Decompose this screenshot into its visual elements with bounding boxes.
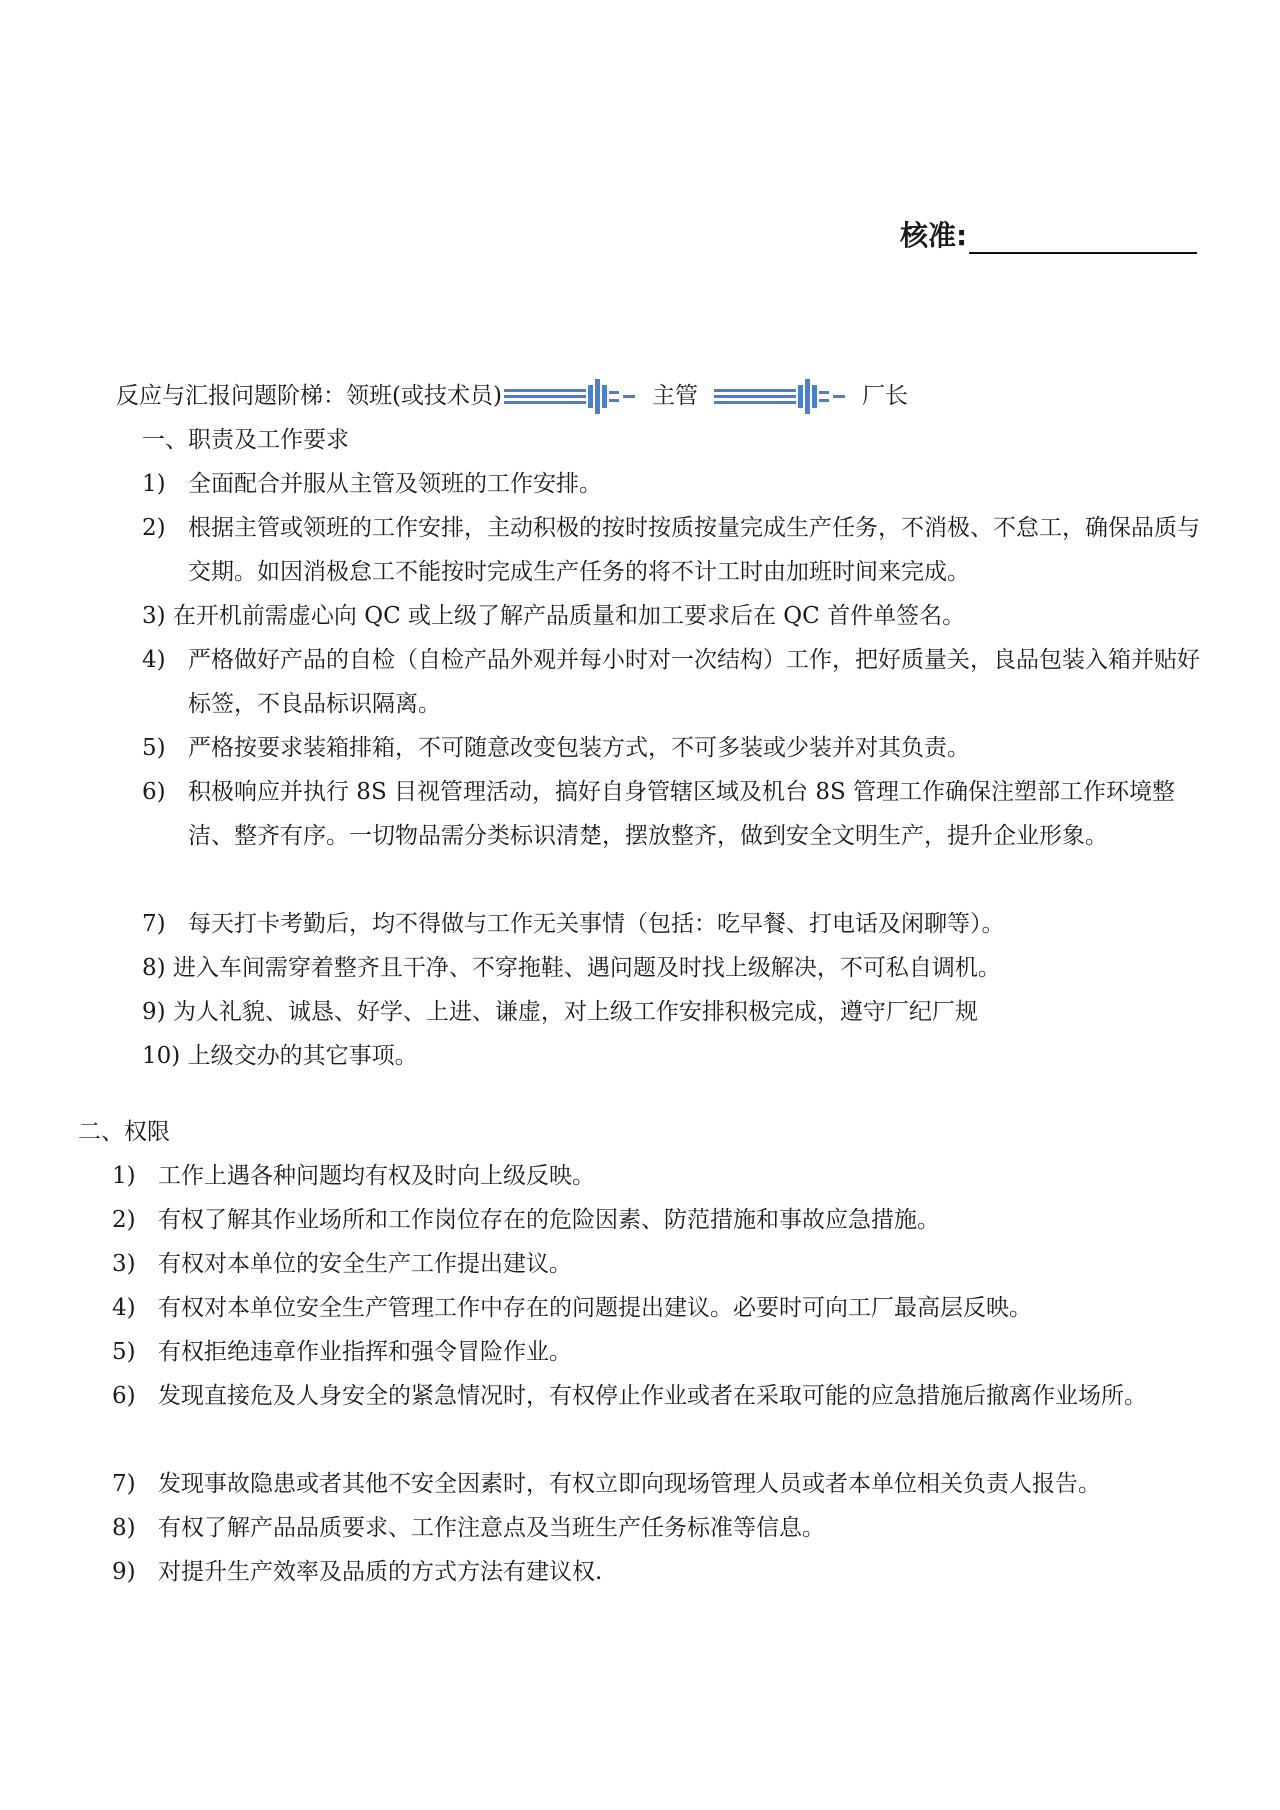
section-title: 二、权限: [78, 1119, 170, 1145]
escalation-level-3: 厂长: [861, 383, 908, 409]
list-item: 1) 工作上遇各种问题均有权及时向上级反映。: [112, 1163, 595, 1189]
escalation-prefix: 反应与汇报问题阶梯：领班(或技术员): [116, 383, 502, 409]
list-item: 1) 全面配合并服从主管及领班的工作安排。: [142, 471, 602, 497]
list-item: 7) 每天打卡考勤后，均不得做与工作无关事情（包括：吃早餐、打电话及闲聊等）。: [142, 911, 1005, 937]
list-item: 3) 在开机前需虚心向 QC 或上级了解产品质量和加工要求后在 QC 首件单签名。: [142, 603, 966, 629]
list-item: 5) 严格按要求装箱排箱，不可随意改变包装方式，不可多装或少装并对其负责。: [142, 735, 970, 761]
list-item: 10) 上级交办的其它事项。: [142, 1043, 418, 1069]
list-item: 4) 有权对本单位安全生产管理工作中存在的问题提出建议。必要时可向工厂最高层反映。: [112, 1295, 1032, 1321]
approval-field: [900, 218, 1197, 254]
list-item: 9) 对提升生产效率及品质的方式方法有建议权.: [112, 1559, 603, 1585]
arrow-right-icon: [502, 376, 638, 416]
approval-label: 核准:: [900, 219, 968, 252]
list-item: 4) 严格做好产品的自检（自检产品外观并每小时对一次结构）工作，把好质量关，良品包装入箱并贴好标签，不良品标识隔离。: [142, 647, 1200, 717]
escalation-ladder: [116, 376, 908, 416]
list-item: 6) 发现直接危及人身安全的紧急情况时，有权停止作业或者在采取可能的应急措施后撤离作业场所。: [112, 1383, 1147, 1409]
list-item: 6) 积极响应并执行 8S 目视管理活动，搞好自身管辖区域及机台 8S 管理工作确保注塑部工作环境整洁、整齐有序。一切物品需分类标识清楚，摆放整齐，做到安全文明生产，提升企业形象。: [142, 779, 1176, 849]
section-title: 一、职责及工作要求: [142, 427, 349, 453]
escalation-level-2: 主管: [651, 383, 698, 409]
list-item: 8) 进入车间需穿着整齐且干净、不穿拖鞋、遇问题及时找上级解决，不可私自调机。: [142, 955, 1001, 981]
list-item: 3) 有权对本单位的安全生产工作提出建议。: [112, 1251, 572, 1277]
list-item: 9) 为人礼貌、诚恳、好学、上进、谦虚，对上级工作安排积极完成，遵守厂纪厂规: [142, 999, 978, 1025]
arrow-right-icon: [712, 376, 848, 416]
list-item: 7) 发现事故隐患或者其他不安全因素时，有权立即向现场管理人员或者本单位相关负责人报告。: [112, 1471, 1101, 1497]
list-item: 2) 根据主管或领班的工作安排，主动积极的按时按质按量完成生产任务，不消极、不怠工，确保品质与交期。如因消极怠工不能按时完成生产任务的将不计工时由加班时间来完成。: [142, 515, 1200, 585]
list-item: 2) 有权了解其作业场所和工作岗位存在的危险因素、防范措施和事故应急措施。: [112, 1207, 940, 1233]
list-item: 5) 有权拒绝违章作业指挥和强令冒险作业。: [112, 1339, 572, 1365]
approval-signature-line: [969, 222, 1197, 254]
list-item: 8) 有权了解产品品质要求、工作注意点及当班生产任务标准等信息。: [112, 1515, 825, 1541]
